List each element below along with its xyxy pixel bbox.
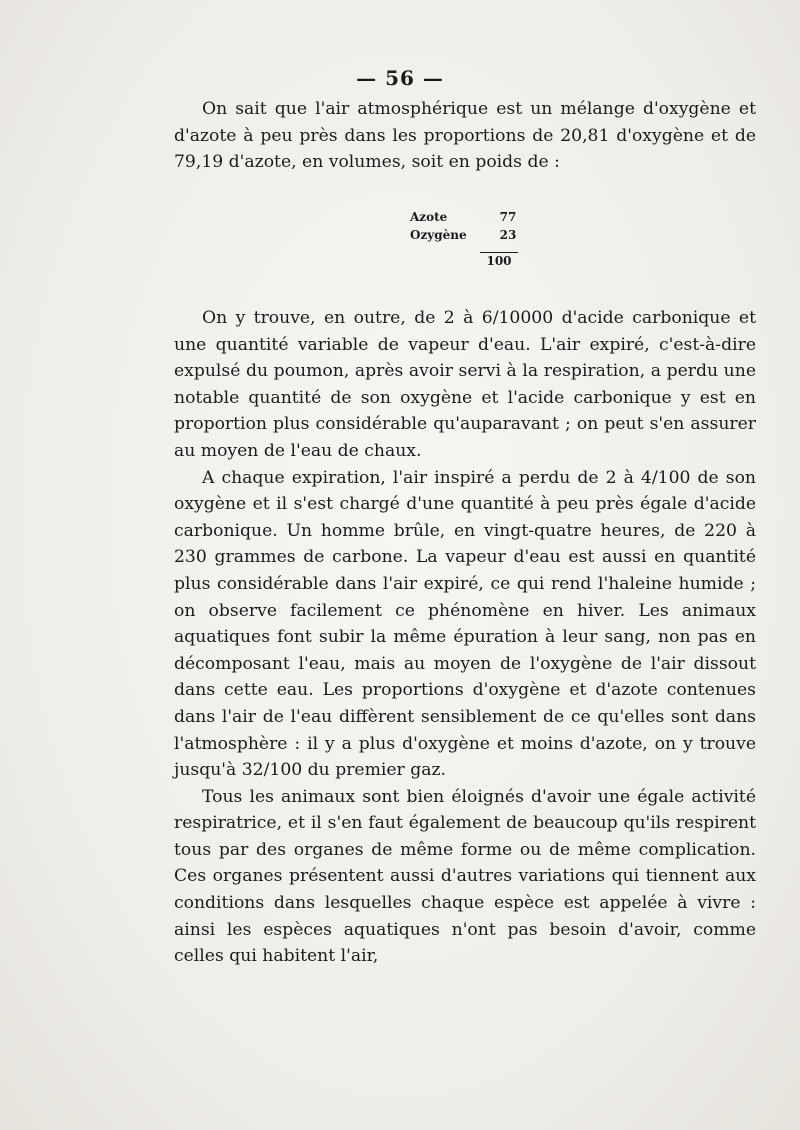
- component-name: Ozygène: [410, 228, 467, 242]
- paragraph-air-composition: On sait que l'air atmosphérique est un mélange d'oxygène et d'azote à peu près dans les proportions de 20,81 d'oxygène et de 79,19 d'azote, en volumes, soit en poids de :: [174, 99, 756, 173]
- table-row: [410, 226, 522, 244]
- composition-total: 100: [486, 254, 512, 268]
- paragraph-expiration: A chaque expiration, l'air inspiré a perdu de 2 à 4/100 de son oxygène et il s'est chargé d'une quantité à peu près égale d'acide carbonique. Un homme brûle, en vingt-quatre heures, de 220 à 230 grammes de carbone. La vapeur d'eau est aussi en quantité plus considérable dans l'air expiré, ce qui rend l'haleine humide ; on observe facilement ce phénomène en hiver. Les animaux aquatiques font subir la même épuration à leur sang, non pas en décomposant l'eau, mais au moyen de l'oxygène de l'air dissout dans cette eau. Les proportions d'oxygène et d'azote contenues dans l'air de l'eau diffèrent sensiblement de ce qu'elles sont dans l'atmosphère : il y a plus d'oxygène et moins d'azote, on y trouve jusqu'à 32/100 du premier gaz.: [174, 467, 756, 781]
- paragraph-respiratory-activity: Tous les animaux sont bien éloignés d'avoir une égale activité respiratrice, et il s'en faut également de beaucoup qu'ils respirent tous par des organes de même forme ou de même complication. Ces organes présentent aussi d'autres variations qui tiennent aux conditions dans lesquelles chaque espèce est appelée à vivre : ainsi les espèces aquatiques n'ont pas besoin d'avoir, comme celles qui habitent l'air,: [174, 786, 756, 967]
- component-value: 77: [499, 210, 517, 224]
- component-value: 23: [499, 228, 517, 242]
- component-name: Azote: [410, 210, 448, 224]
- composition-table: [410, 208, 522, 244]
- text-block-bottom: [174, 305, 756, 970]
- sum-rule: [480, 252, 518, 253]
- paragraph-expired-air: On y trouve, en outre, de 2 à 6/10000 d'acide carbonique et une quantité variable de vapeur d'eau. L'air expiré, c'est-à-dire expulsé du poumon, après avoir servi à la respiration, a perdu une notable quantité de son oxygène et l'acide carbonique y est en proportion plus considérable qu'auparavant ; on peut s'en assurer au moyen de l'eau de chaux.: [174, 308, 756, 461]
- table-row: [410, 208, 522, 226]
- text-block-top: [174, 96, 756, 176]
- page-number: — 56 —: [356, 66, 444, 90]
